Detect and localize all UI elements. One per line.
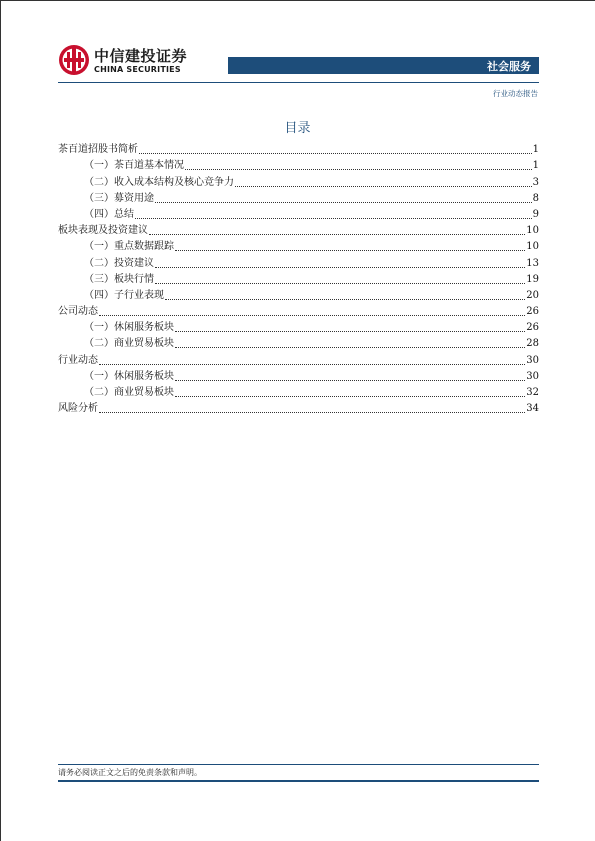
toc-leader-dots [155,266,525,268]
toc-entry-page: 34 [526,403,539,415]
toc-entry-label: （一）休闲服务板块 [84,370,174,382]
toc-entry-page: 26 [526,322,539,334]
toc-leader-dots [175,395,525,397]
toc-entry-label: （二）投资建议 [84,257,154,269]
toc-leader-dots [235,185,532,187]
toc-entry-label: 板块表现及投资建议 [58,225,148,237]
toc-entry[interactable] [58,270,539,286]
toc-leader-dots [175,330,525,332]
toc-leader-dots [175,379,525,381]
toc-entry[interactable] [58,350,539,366]
toc-entry-label: （一）重点数据跟踪 [84,241,174,253]
toc-entry[interactable] [58,140,539,156]
toc-entry[interactable] [58,383,539,399]
toc-leader-dots [99,363,525,365]
toc-leader-dots [99,411,525,413]
toc-leader-dots [149,233,525,235]
footer-rule-top [58,764,539,765]
toc-entry[interactable] [58,399,539,415]
toc-leader-dots [175,249,525,251]
toc-entry-page: 1 [532,160,539,172]
logo-name-cn: 中信建投证券 [94,47,188,65]
toc-entry-label: 风险分析 [58,403,98,415]
toc-entry[interactable] [58,367,539,383]
toc-leader-dots [155,201,532,203]
toc-leader-dots [165,298,525,300]
toc-entry-page: 9 [532,208,539,220]
toc-entry-page: 19 [526,273,539,285]
footer-rule-bottom [58,780,539,782]
toc-leader-dots [185,168,532,170]
toc-entry-label: （四）子行业表现 [84,289,164,301]
toc-leader-dots [99,314,525,316]
toc-entry-page: 32 [526,387,539,398]
toc-entry[interactable] [58,253,539,269]
toc-title: 目录 [284,121,311,136]
toc-entry-label: 茶百道招股书简析 [58,144,138,156]
table-of-contents [58,140,539,415]
toc-entry[interactable] [58,189,539,205]
toc-entry-page: 10 [526,225,539,237]
toc-entry-page: 30 [526,354,539,366]
toc-entry-label: （二）商业贸易板块 [84,338,174,350]
report-type-label: 行业动态报告 [493,89,538,98]
toc-entry-page: 3 [532,176,539,188]
company-logo [58,44,218,78]
toc-entry-label: （二）商业贸易板块 [84,387,174,398]
toc-entry-label: 公司动态 [58,306,98,318]
toc-entry-label: （一）休闲服务板块 [84,322,174,334]
toc-entry-label: 行业动态 [58,354,98,366]
toc-entry-page: 8 [532,192,539,204]
toc-entry-page: 20 [526,289,539,301]
toc-entry[interactable] [58,334,539,350]
toc-leader-dots [135,217,532,219]
toc-entry-label: （四）总结 [84,208,134,220]
page-border-top [0,0,595,1]
toc-entry-label: （三）板块行情 [84,273,154,285]
toc-entry[interactable] [58,302,539,318]
toc-entry-label: （三）募资用途 [84,192,154,204]
toc-entry[interactable] [58,221,539,237]
toc-leader-dots [139,152,532,154]
toc-entry-page: 13 [526,257,539,269]
toc-entry[interactable] [58,205,539,221]
toc-entry-page: 30 [526,370,539,382]
header-rule [58,82,539,83]
toc-entry[interactable] [58,286,539,302]
toc-entry-label: （一）茶百道基本情况 [84,160,184,172]
toc-leader-dots [175,346,525,348]
toc-entry[interactable] [58,318,539,334]
footer-disclaimer: 请务必阅读正文之后的免责条款和声明。 [58,768,202,777]
header-section-label: 社会服务 [487,60,531,73]
toc-leader-dots [155,282,525,284]
toc-entry-page: 26 [526,306,539,318]
toc-entry-page: 28 [526,338,539,350]
toc-entry-page: 1 [532,144,539,156]
toc-entry[interactable] [58,156,539,172]
toc-entry-page: 10 [526,241,539,253]
toc-entry[interactable] [58,172,539,188]
logo-name-en: CHINA SECURITIES [94,65,181,74]
toc-entry[interactable] [58,237,539,253]
citic-logo-icon [58,44,90,76]
toc-entry-label: （二）收入成本结构及核心竞争力 [84,176,234,188]
header-section-bar [228,57,539,74]
